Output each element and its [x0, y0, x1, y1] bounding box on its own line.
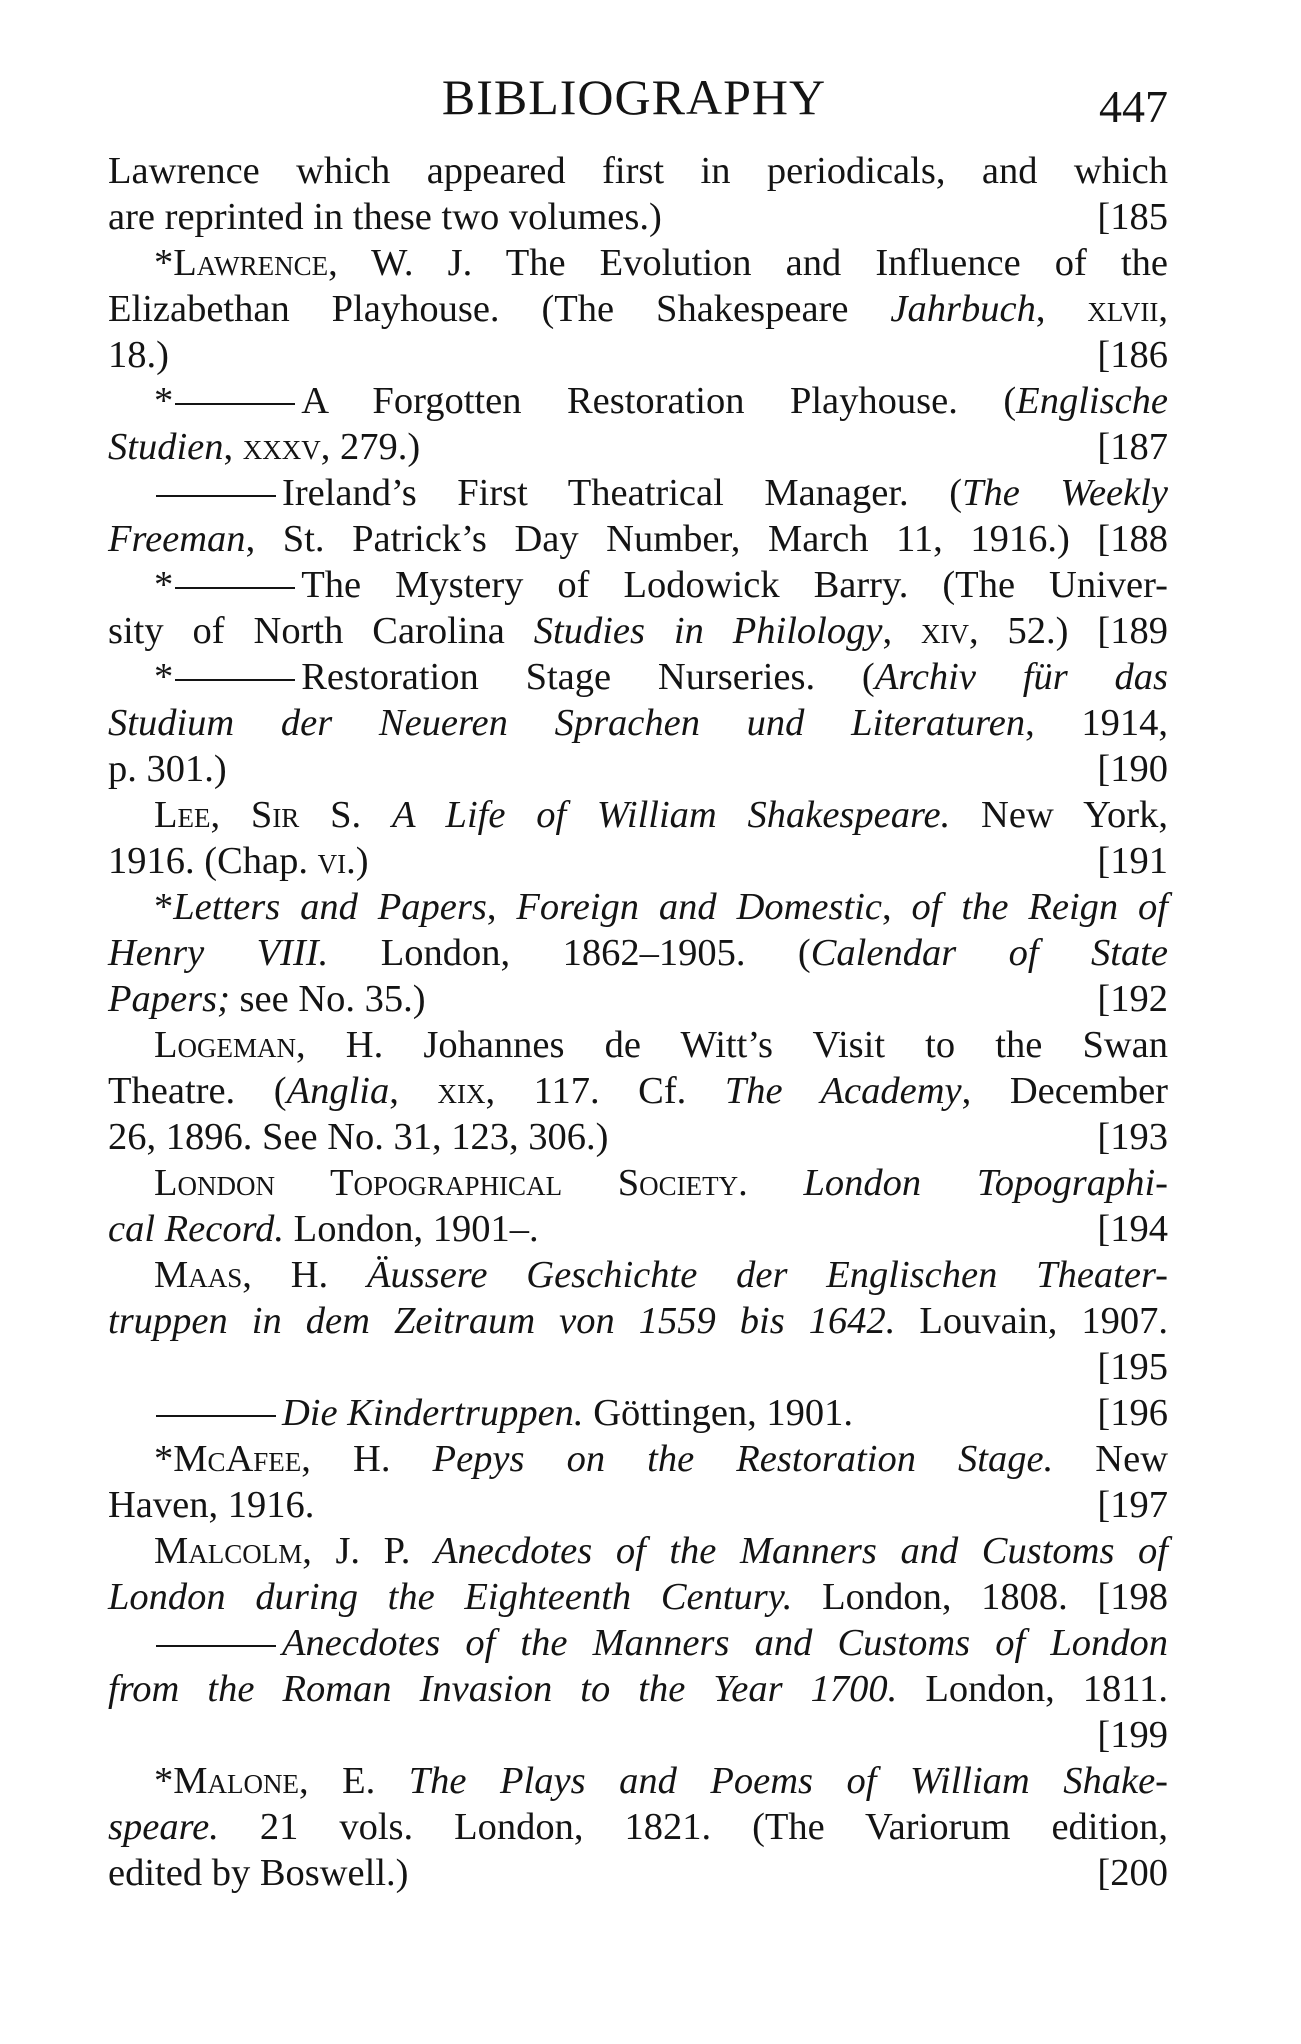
line-text: * — [154, 242, 174, 284]
line-text: , — [223, 426, 243, 468]
italic-title: Studien — [108, 426, 224, 468]
line-text: . — [738, 1162, 804, 1204]
line-text: , — [882, 610, 922, 652]
italic-title: Studies in Philology — [533, 610, 883, 652]
italic-title: speare. — [108, 1806, 219, 1848]
line-text: , W. J. The Evolution and Influence of the — [328, 242, 1168, 284]
line-text: , — [486, 886, 517, 928]
line-text: Louvain, 1907. — [895, 1300, 1168, 1342]
line-text: 18.) — [108, 334, 169, 376]
text-line — [108, 1574, 1168, 1620]
text-line — [108, 148, 1168, 194]
line-text: .) — [346, 840, 369, 882]
entry-number: [196 — [1097, 1392, 1168, 1434]
italic-title: Äussere Geschichte der Englischen Theater- — [366, 1254, 1168, 1296]
author-name: xix — [437, 1070, 486, 1112]
line-text: New York, — [950, 794, 1169, 836]
entry-number: [190 — [1097, 748, 1168, 790]
italic-title: The Plays and Poems of William Shake- — [408, 1760, 1168, 1802]
text-line — [108, 1114, 1168, 1160]
author-name: Maas — [154, 1254, 243, 1296]
italic-title: truppen in dem Zeitraum von 1559 bis 1642. — [108, 1300, 896, 1342]
italic-title: from the Roman Invasion to the Year 1700. — [108, 1668, 898, 1710]
line-text: 21 vols. London, 1821. (The Variorum edition, — [218, 1806, 1168, 1848]
italic-title: of the Reign of — [911, 886, 1169, 928]
text-line — [108, 1252, 1168, 1298]
line-text: * — [154, 886, 174, 928]
italic-title: Studium der Neueren Sprachen und Literaturen — [108, 702, 1026, 744]
italic-title: Henry VIII. — [108, 932, 329, 974]
text-line — [108, 1344, 1168, 1390]
text-line — [108, 1298, 1168, 1344]
text-line — [108, 1436, 1168, 1482]
author-name: xiv — [921, 610, 970, 652]
text-line — [108, 746, 1168, 792]
text-line — [108, 1068, 1168, 1114]
ditto-dash — [156, 1645, 276, 1647]
italic-title: London during the Eighteenth Century. — [108, 1576, 793, 1618]
line-text: London, 1811. — [897, 1668, 1168, 1710]
italic-title: A Life of William Shakespeare. — [391, 794, 951, 836]
italic-title: Anecdotes of the Manners and Customs of London — [282, 1622, 1168, 1664]
entry-number: [197 — [1097, 1484, 1168, 1526]
italic-title: Anecdotes of the Manners and Customs of — [434, 1530, 1168, 1572]
italic-title: Papers; — [108, 978, 230, 1020]
entry-number: [186 — [1097, 334, 1168, 376]
italic-title: Jahrbuch — [890, 288, 1036, 330]
line-text: Haven, 1916. — [108, 1484, 315, 1526]
line-text: London, 1808. [198 — [792, 1576, 1168, 1618]
text-line — [108, 516, 1168, 562]
line-text: Göttingen, 1901. — [583, 1392, 854, 1434]
text-line — [108, 884, 1168, 930]
line-text: , J. P. — [302, 1530, 435, 1572]
line-text: Elizabethan Playhouse. (The Shakespeare — [108, 288, 891, 330]
line-text: London, 1862–1905. ( — [328, 932, 811, 974]
line-text: Restoration Stage Nurseries. ( — [301, 656, 875, 698]
text-line — [108, 792, 1168, 838]
text-line — [108, 1390, 1168, 1436]
text-line — [108, 562, 1168, 608]
italic-title: Pepys on the Restoration Stage. — [432, 1438, 1054, 1480]
line-text: Ireland’s First Theatrical Manager. ( — [282, 472, 963, 514]
line-text: , December — [961, 1070, 1168, 1112]
author-name: Lawrence — [173, 242, 329, 284]
author-name: xlvii — [1087, 288, 1159, 330]
text-line — [108, 1712, 1168, 1758]
line-text: A Forgotten Restoration Playhouse. ( — [301, 380, 1017, 422]
italic-title: London Topographi- — [803, 1162, 1168, 1204]
italic-title: Letters and Papers — [173, 886, 487, 928]
line-text: London, 1901–. — [284, 1208, 539, 1250]
author-name: London Topographical Society — [154, 1162, 739, 1204]
author-name: Lee, Sir — [154, 794, 300, 836]
line-text: , H. — [301, 1438, 433, 1480]
text-line — [108, 838, 1168, 884]
line-text: * — [154, 380, 174, 422]
line-text: Theatre. ( — [108, 1070, 287, 1112]
entry-number: [187 — [1097, 426, 1168, 468]
text-line — [108, 1022, 1168, 1068]
italic-title: cal Record. — [108, 1208, 285, 1250]
line-text: Lawrence which appeared first in periodicals, and which — [108, 150, 1168, 192]
line-text: , 279.) — [320, 426, 421, 468]
line-text: * — [154, 564, 174, 606]
text-line — [108, 286, 1168, 332]
text-line — [108, 378, 1168, 424]
text-line — [108, 332, 1168, 378]
entry-number: [195 — [1097, 1346, 1168, 1388]
author-name: vi — [317, 840, 347, 882]
bibliography-entries — [108, 148, 1168, 1896]
italic-title: Foreign and Domestic — [516, 886, 882, 928]
italic-title: Calendar of State — [810, 932, 1169, 974]
text-line — [108, 700, 1168, 746]
line-text: sity of North Carolina — [108, 610, 534, 652]
italic-title: Archiv für das — [874, 656, 1169, 698]
text-line — [108, 1206, 1168, 1252]
entry-number: [200 — [1097, 1852, 1168, 1894]
line-text: see No. 35.) — [229, 978, 426, 1020]
page-header — [100, 62, 1168, 132]
text-line — [108, 976, 1168, 1022]
line-text: * — [154, 656, 174, 698]
line-text: , E. — [298, 1760, 409, 1802]
text-line — [108, 1620, 1168, 1666]
entry-number: [192 — [1097, 978, 1168, 1020]
line-text: , — [881, 886, 912, 928]
text-line — [108, 470, 1168, 516]
text-line — [108, 1804, 1168, 1850]
line-text: , 117. Cf. — [485, 1070, 725, 1112]
line-text: New — [1053, 1438, 1168, 1480]
italic-title: Englische — [1016, 380, 1168, 422]
line-text: , H. — [242, 1254, 367, 1296]
line-text: p. 301.) — [108, 748, 227, 790]
text-line — [108, 654, 1168, 700]
line-text: 26, 1896. See No. 31, 123, 306.) — [108, 1116, 609, 1158]
ditto-dash — [175, 587, 295, 589]
line-text: are reprinted in these two volumes.) — [108, 196, 662, 238]
entry-number: [193 — [1097, 1116, 1168, 1158]
entry-number: [191 — [1097, 840, 1168, 882]
line-text: 1916. (Chap. — [108, 840, 318, 882]
ditto-dash — [175, 679, 295, 681]
line-text: * — [154, 1438, 174, 1480]
entry-number: [194 — [1097, 1208, 1168, 1250]
text-line — [108, 240, 1168, 286]
text-line — [108, 424, 1168, 470]
author-name: Malone — [173, 1760, 299, 1802]
italic-title: Anglia — [286, 1070, 390, 1112]
line-text: The Mystery of Lodowick Barry. (The Univer- — [301, 564, 1168, 606]
italic-title: Die Kindertruppen. — [282, 1392, 584, 1434]
ditto-dash — [156, 495, 276, 497]
line-text: , St. Patrick’s Day Number, March 11, 1916.) [188 — [245, 518, 1168, 560]
line-text: , 52.) [189 — [969, 610, 1168, 652]
italic-title: Freeman — [108, 518, 246, 560]
running-title: BIBLIOGRAPHY — [441, 69, 827, 125]
text-line — [108, 1160, 1168, 1206]
author-name: xxxv — [242, 426, 321, 468]
text-line — [108, 1528, 1168, 1574]
page-number: 447 — [1099, 81, 1168, 132]
text-line — [108, 1482, 1168, 1528]
entry-number: [199 — [1097, 1714, 1168, 1756]
text-line — [108, 608, 1168, 654]
line-text: edited by Boswell.) — [108, 1852, 409, 1894]
line-text: , — [1158, 288, 1169, 330]
text-line — [108, 930, 1168, 976]
text-line — [108, 1850, 1168, 1896]
line-text: * — [154, 1760, 174, 1802]
text-line — [108, 194, 1168, 240]
line-text: , H. Johannes de Witt’s Visit to the Swan — [296, 1024, 1168, 1066]
italic-title: The Weekly — [962, 472, 1168, 514]
text-line — [108, 1758, 1168, 1804]
author-name: Malcolm — [154, 1530, 303, 1572]
line-text: , — [389, 1070, 438, 1112]
author-name: Logeman — [154, 1024, 297, 1066]
author-name: McAfee — [173, 1438, 302, 1480]
entry-number: [185 — [1097, 196, 1168, 238]
line-text: S. — [299, 794, 392, 836]
text-line — [108, 1666, 1168, 1712]
line-text: , 1914, — [1025, 702, 1169, 744]
ditto-dash — [175, 403, 295, 405]
ditto-dash — [156, 1415, 276, 1417]
line-text: , — [1035, 288, 1088, 330]
italic-title: The Academy — [724, 1070, 962, 1112]
